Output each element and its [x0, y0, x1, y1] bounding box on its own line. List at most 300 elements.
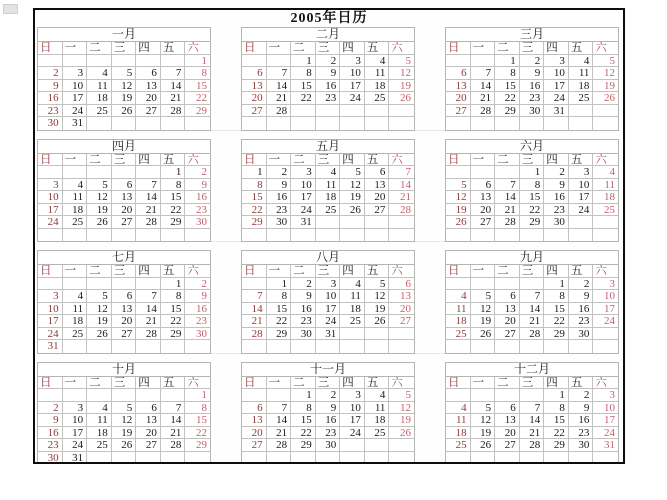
day-cell: 10 [544, 67, 569, 80]
day-cell: 11 [446, 303, 471, 316]
day-cell: 8 [544, 402, 569, 415]
day-cell: 25 [63, 216, 88, 229]
day-cell: 19 [446, 204, 471, 217]
weekday-header: 四 [136, 377, 161, 390]
weekday-header: 三 [520, 154, 545, 167]
weekday-header: 五 [161, 154, 186, 167]
day-cell: 21 [161, 92, 186, 105]
weekday-header: 一 [267, 377, 292, 390]
day-cell [365, 340, 390, 353]
day-cell [63, 166, 88, 179]
day-cell: 19 [365, 303, 390, 316]
day-cell: 29 [242, 216, 267, 229]
month-title: 九月 [446, 251, 618, 265]
day-cell: 16 [38, 92, 63, 105]
day-cell: 4 [446, 402, 471, 415]
month-title: 二月 [242, 28, 414, 42]
day-cell: 23 [316, 92, 341, 105]
day-cell: 31 [63, 117, 88, 130]
day-cell [569, 452, 594, 465]
day-cell [520, 117, 545, 130]
month-gap [415, 27, 445, 131]
day-cell [38, 55, 63, 68]
day-cell: 11 [365, 402, 390, 415]
day-cell: 13 [242, 414, 267, 427]
month-gap [211, 362, 241, 465]
weekday-header: 一 [63, 42, 88, 55]
day-cell: 21 [267, 92, 292, 105]
day-cell: 27 [112, 216, 137, 229]
day-cell [136, 340, 161, 353]
day-cell [242, 278, 267, 291]
weekday-header: 四 [136, 42, 161, 55]
day-cell: 2 [185, 278, 210, 291]
day-cell [446, 278, 471, 291]
day-cell [136, 389, 161, 402]
day-cell: 30 [544, 216, 569, 229]
day-cell: 25 [446, 439, 471, 452]
day-cell [495, 166, 520, 179]
day-cell [365, 452, 390, 465]
day-cell: 11 [87, 414, 112, 427]
day-cell: 22 [242, 204, 267, 217]
day-cell: 15 [185, 80, 210, 93]
day-cell: 29 [520, 216, 545, 229]
month-10 [37, 362, 211, 465]
day-cell: 18 [365, 414, 390, 427]
day-cell: 8 [291, 402, 316, 415]
weekday-header: 二 [495, 377, 520, 390]
weekday-header: 三 [316, 42, 341, 55]
day-cell [495, 340, 520, 353]
day-cell: 8 [161, 179, 186, 192]
day-cell: 29 [161, 328, 186, 341]
day-cell: 2 [569, 278, 594, 291]
day-cell: 17 [340, 414, 365, 427]
weekday-header: 二 [291, 377, 316, 390]
day-cell: 30 [316, 439, 341, 452]
day-cell [495, 389, 520, 402]
day-cell: 12 [446, 191, 471, 204]
day-cell: 13 [242, 80, 267, 93]
weekday-header: 日 [242, 377, 267, 390]
day-cell [87, 340, 112, 353]
day-cell [63, 55, 88, 68]
day-cell [365, 105, 390, 118]
day-cell: 12 [389, 67, 414, 80]
day-cell [340, 452, 365, 465]
day-cell: 17 [593, 414, 618, 427]
day-cell: 16 [569, 414, 594, 427]
day-cell: 1 [544, 389, 569, 402]
day-cell: 11 [365, 67, 390, 80]
weekday-header: 四 [340, 42, 365, 55]
day-cell: 10 [316, 290, 341, 303]
month-7 [37, 250, 211, 354]
calendar-frame [33, 8, 625, 464]
day-cell: 20 [112, 315, 137, 328]
day-cell [593, 229, 618, 242]
day-cell: 14 [520, 303, 545, 316]
day-cell: 28 [495, 216, 520, 229]
weekday-header: 一 [267, 154, 292, 167]
day-cell: 31 [593, 439, 618, 452]
day-cell [389, 105, 414, 118]
day-cell [161, 229, 186, 242]
month-9 [445, 250, 619, 354]
day-cell: 22 [544, 315, 569, 328]
day-cell: 1 [161, 278, 186, 291]
day-cell [593, 452, 618, 465]
day-cell: 10 [593, 290, 618, 303]
day-cell: 2 [316, 55, 341, 68]
day-cell: 13 [136, 414, 161, 427]
day-cell: 26 [471, 439, 496, 452]
day-cell: 26 [389, 92, 414, 105]
month-gap [415, 362, 445, 465]
month-title: 一月 [38, 28, 210, 42]
weekday-header: 五 [161, 42, 186, 55]
day-cell [316, 229, 341, 242]
day-cell: 8 [242, 179, 267, 192]
day-cell: 4 [87, 402, 112, 415]
day-cell [544, 229, 569, 242]
day-cell: 23 [291, 315, 316, 328]
day-cell: 28 [242, 328, 267, 341]
day-cell: 26 [87, 328, 112, 341]
day-cell [520, 340, 545, 353]
day-cell: 18 [87, 427, 112, 440]
day-cell [471, 166, 496, 179]
day-cell: 9 [291, 290, 316, 303]
month-gap [211, 139, 241, 243]
day-cell: 14 [471, 80, 496, 93]
month-title: 十一月 [242, 363, 414, 377]
day-cell: 12 [340, 179, 365, 192]
day-cell: 25 [340, 315, 365, 328]
day-cell: 24 [340, 92, 365, 105]
month-5 [241, 139, 415, 243]
day-cell [242, 229, 267, 242]
day-cell: 29 [267, 328, 292, 341]
day-cell: 4 [365, 389, 390, 402]
day-cell [63, 229, 88, 242]
weekday-header: 一 [63, 154, 88, 167]
day-cell: 27 [446, 105, 471, 118]
day-cell: 23 [569, 427, 594, 440]
day-cell: 2 [569, 389, 594, 402]
day-cell: 1 [185, 389, 210, 402]
weekday-header: 六 [593, 42, 618, 55]
day-cell [267, 340, 292, 353]
day-cell: 8 [520, 179, 545, 192]
day-cell [112, 55, 137, 68]
day-cell: 12 [87, 191, 112, 204]
day-cell [389, 117, 414, 130]
day-cell [446, 166, 471, 179]
day-cell: 28 [161, 105, 186, 118]
day-cell: 9 [520, 67, 545, 80]
day-cell: 15 [291, 80, 316, 93]
day-cell: 21 [389, 191, 414, 204]
day-cell: 25 [87, 105, 112, 118]
day-cell: 17 [340, 80, 365, 93]
day-cell [446, 389, 471, 402]
day-cell: 12 [112, 414, 137, 427]
day-cell: 14 [267, 80, 292, 93]
day-cell [87, 389, 112, 402]
day-cell: 11 [87, 80, 112, 93]
day-cell: 26 [87, 216, 112, 229]
day-cell: 26 [471, 328, 496, 341]
day-cell [520, 389, 545, 402]
day-cell: 31 [38, 340, 63, 353]
day-cell: 6 [136, 402, 161, 415]
day-cell: 15 [544, 414, 569, 427]
day-cell: 26 [365, 315, 390, 328]
day-cell [446, 117, 471, 130]
day-cell: 14 [136, 191, 161, 204]
day-cell: 1 [161, 166, 186, 179]
day-cell: 29 [544, 439, 569, 452]
day-cell: 13 [495, 303, 520, 316]
day-cell [316, 105, 341, 118]
day-cell: 1 [495, 55, 520, 68]
day-cell [569, 117, 594, 130]
day-cell [161, 389, 186, 402]
day-cell: 15 [291, 414, 316, 427]
day-cell: 9 [185, 179, 210, 192]
day-cell: 9 [544, 179, 569, 192]
month-band [35, 27, 623, 131]
day-cell: 4 [63, 290, 88, 303]
day-cell [471, 55, 496, 68]
day-cell: 21 [136, 315, 161, 328]
day-cell: 29 [185, 105, 210, 118]
day-cell: 3 [63, 67, 88, 80]
day-cell [291, 229, 316, 242]
day-cell: 25 [63, 328, 88, 341]
day-cell [112, 117, 137, 130]
month-12 [445, 362, 619, 465]
weekday-header: 一 [267, 42, 292, 55]
day-cell: 4 [446, 290, 471, 303]
day-cell [87, 55, 112, 68]
day-cell: 11 [316, 179, 341, 192]
day-cell: 18 [446, 315, 471, 328]
weekday-header: 三 [112, 265, 137, 278]
day-cell [291, 452, 316, 465]
day-cell: 7 [471, 67, 496, 80]
day-cell: 25 [569, 92, 594, 105]
day-cell: 5 [471, 402, 496, 415]
weekday-header: 六 [185, 42, 210, 55]
weekday-header: 五 [569, 154, 594, 167]
day-cell: 15 [544, 303, 569, 316]
day-cell: 31 [544, 105, 569, 118]
day-cell [242, 389, 267, 402]
day-cell [446, 452, 471, 465]
month-title: 四月 [38, 140, 210, 154]
day-cell: 4 [63, 179, 88, 192]
day-cell [569, 340, 594, 353]
day-cell: 2 [316, 389, 341, 402]
day-cell: 20 [242, 92, 267, 105]
day-cell: 5 [112, 402, 137, 415]
day-cell: 21 [520, 427, 545, 440]
day-cell [520, 229, 545, 242]
day-cell [569, 229, 594, 242]
day-cell: 16 [185, 303, 210, 316]
day-cell: 7 [520, 402, 545, 415]
day-cell: 3 [569, 166, 594, 179]
day-cell [161, 452, 186, 465]
day-cell: 9 [267, 179, 292, 192]
weekday-header: 二 [87, 154, 112, 167]
day-cell: 1 [185, 55, 210, 68]
day-cell [593, 340, 618, 353]
day-cell: 12 [471, 303, 496, 316]
day-cell: 15 [495, 80, 520, 93]
day-cell: 16 [267, 191, 292, 204]
day-cell: 16 [185, 191, 210, 204]
day-cell: 13 [471, 191, 496, 204]
day-cell: 4 [365, 55, 390, 68]
day-cell [267, 117, 292, 130]
day-cell [87, 452, 112, 465]
day-cell: 24 [544, 92, 569, 105]
weekday-header: 二 [87, 377, 112, 390]
day-cell: 23 [185, 315, 210, 328]
day-cell [136, 278, 161, 291]
day-cell: 13 [495, 414, 520, 427]
day-cell [112, 340, 137, 353]
month-6 [445, 139, 619, 243]
day-cell [291, 105, 316, 118]
weekday-header: 一 [63, 265, 88, 278]
weekday-header: 三 [112, 42, 137, 55]
day-cell: 5 [389, 389, 414, 402]
day-cell: 22 [185, 92, 210, 105]
day-cell: 5 [365, 278, 390, 291]
day-cell [63, 389, 88, 402]
weekday-header: 三 [520, 265, 545, 278]
weekday-header: 四 [340, 154, 365, 167]
day-cell: 27 [495, 439, 520, 452]
day-cell: 3 [291, 166, 316, 179]
day-cell: 5 [112, 67, 137, 80]
day-cell [495, 229, 520, 242]
day-cell [340, 439, 365, 452]
weekday-header: 四 [544, 377, 569, 390]
day-cell: 17 [291, 191, 316, 204]
day-cell: 23 [38, 439, 63, 452]
day-cell: 3 [340, 389, 365, 402]
weekday-header: 三 [316, 377, 341, 390]
day-cell: 17 [38, 204, 63, 217]
day-cell: 17 [316, 303, 341, 316]
day-cell: 9 [569, 290, 594, 303]
day-cell [161, 340, 186, 353]
weekday-header: 四 [544, 265, 569, 278]
day-cell [112, 278, 137, 291]
day-cell: 2 [38, 402, 63, 415]
weekday-header: 日 [38, 42, 63, 55]
day-cell: 16 [520, 80, 545, 93]
day-cell: 10 [291, 179, 316, 192]
weekday-header: 四 [340, 377, 365, 390]
day-cell [112, 229, 137, 242]
day-cell [593, 117, 618, 130]
day-cell: 27 [242, 105, 267, 118]
day-cell: 5 [87, 179, 112, 192]
day-cell: 28 [136, 328, 161, 341]
weekday-header: 日 [242, 42, 267, 55]
weekday-header: 日 [446, 377, 471, 390]
day-cell: 15 [242, 191, 267, 204]
weekday-header: 五 [365, 265, 390, 278]
day-cell [495, 452, 520, 465]
weekday-header: 四 [340, 265, 365, 278]
day-cell [446, 55, 471, 68]
day-cell: 22 [267, 315, 292, 328]
month-title: 三月 [446, 28, 618, 42]
day-cell [544, 340, 569, 353]
month-8 [241, 250, 415, 354]
day-cell: 4 [87, 67, 112, 80]
day-cell: 12 [87, 303, 112, 316]
day-cell: 17 [593, 303, 618, 316]
day-cell: 25 [87, 439, 112, 452]
weekday-header: 六 [593, 377, 618, 390]
day-cell: 13 [365, 179, 390, 192]
day-cell: 16 [544, 191, 569, 204]
day-cell [471, 452, 496, 465]
day-cell: 6 [495, 290, 520, 303]
day-cell: 31 [63, 452, 88, 465]
weekday-header: 日 [38, 377, 63, 390]
corner-mark [3, 4, 18, 14]
day-cell: 10 [569, 179, 594, 192]
day-cell: 27 [389, 315, 414, 328]
day-cell: 3 [38, 290, 63, 303]
weekday-header: 二 [495, 154, 520, 167]
day-cell [365, 328, 390, 341]
weekday-header: 四 [136, 154, 161, 167]
day-cell: 7 [520, 290, 545, 303]
day-cell: 6 [242, 402, 267, 415]
month-gap [211, 27, 241, 131]
day-cell: 13 [136, 80, 161, 93]
day-cell: 21 [242, 315, 267, 328]
day-cell: 7 [161, 67, 186, 80]
day-cell: 1 [291, 389, 316, 402]
day-cell [340, 117, 365, 130]
day-cell: 14 [389, 179, 414, 192]
day-cell: 30 [569, 328, 594, 341]
day-cell [340, 105, 365, 118]
day-cell: 12 [471, 414, 496, 427]
day-cell: 2 [185, 166, 210, 179]
day-cell: 5 [446, 179, 471, 192]
day-cell: 8 [267, 290, 292, 303]
weekday-header: 四 [544, 42, 569, 55]
day-cell [87, 166, 112, 179]
weekday-header: 三 [520, 377, 545, 390]
day-cell [112, 452, 137, 465]
day-cell: 30 [520, 105, 545, 118]
day-cell: 3 [544, 55, 569, 68]
